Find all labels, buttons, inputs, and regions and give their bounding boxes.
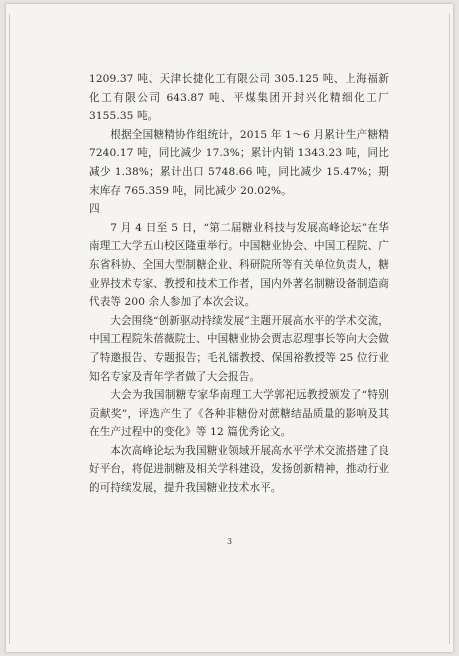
- paragraph-forum-awards: 大会为我国制糖专家华南理工大学郭祀远教授颁发了“特别贡献奖”，评选产生了《各种非糖份对蔗糖结晶质量的影响及其在生产过程中的变化》等 12 篇优秀论文。: [89, 389, 389, 439]
- paragraph-continuation: 1209.37 吨、天津长捷化工有限公司 305.125 吨、上海福新化工有限公司 643.87 吨、平煤集团开封兴化精细化工厂 3155.35 吨。: [89, 73, 389, 123]
- document-page: [6, 4, 453, 652]
- paragraph-saccharin-stats: 根据全国糖精协作组统计，2015 年 1～6 月累计生产糖精 7240.17 吨，同比减少 17.3%；累计内销 1343.23 吨，同比减少 1.38%；累计出口 5748.66 吨，同比减少 15.47%；期末库存 765.359 吨，同比减少 20.02%。: [89, 128, 389, 197]
- paragraph-forum-summary: 本次高峰论坛为我国糖业领域开展高水平学术交流搭建了良好平台，将促进制糖及相关学科建设，发扬创新精神，推动行业的可持续发展，提升我国糖业技术水平。: [89, 444, 389, 495]
- page-number: 3: [226, 537, 233, 546]
- right-edge-mark: [449, 14, 450, 644]
- left-edge-mark: [9, 14, 10, 644]
- section-heading: 四: [89, 203, 100, 216]
- paragraph-forum-intro: 7 月 4 日至 5 日，“第二届糖业科技与发展高峰论坛”在华南理工大学五山校区隆重举行。中国糖业协会、中国工程院、广东省科协、全国大型制糖企业、科研院所等有关单位负责人，糖业界技术专家、教授和技术工作者，国内外著名制糖设备制造商代表等 200 余人参加了本次会议。: [89, 221, 389, 309]
- paragraph-forum-theme: 大会围绕“创新驱动持续发展”主题开展高水平的学术交流，中国工程院朱蓓薇院士、中国糖业协会贾志忍理事长等向大会做了特邀报告、专题报告；毛礼镭教授、保国裕教授等 25 位行业知名专家及青年学者做了大会报告。: [89, 314, 389, 383]
- body-text: [89, 70, 389, 498]
